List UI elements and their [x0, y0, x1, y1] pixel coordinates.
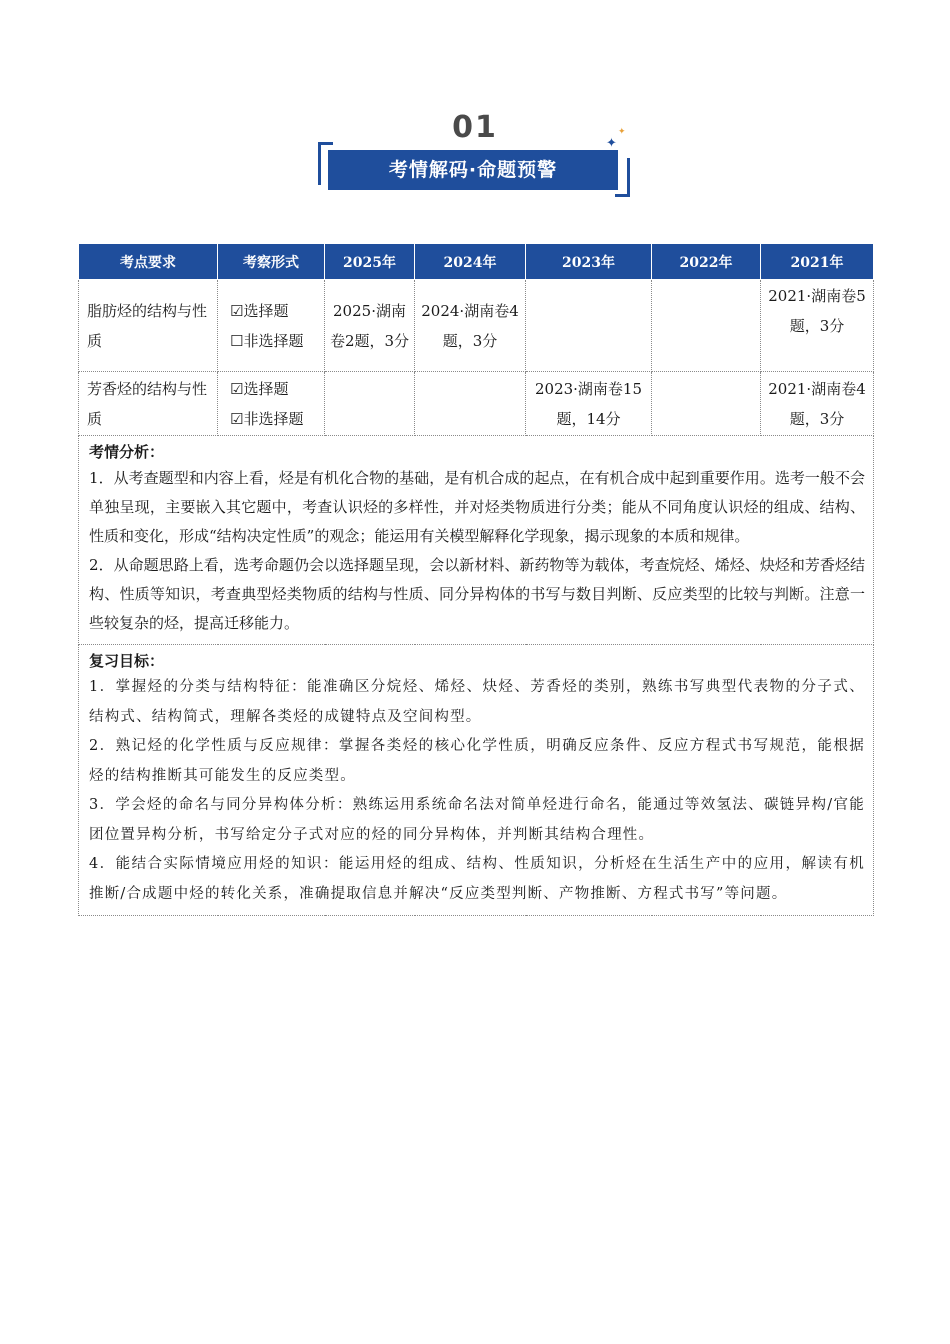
- table-row: [79, 280, 874, 372]
- form-cell: [218, 372, 325, 436]
- topic-cell: 芳香烃的结构与性质: [79, 372, 218, 436]
- col-header: 2021年: [761, 244, 874, 280]
- form-nonchoice-label: 非选择题: [243, 409, 304, 428]
- topic-cell: 脂肪烃的结构与性质: [79, 280, 218, 372]
- form-choice-label: 选择题: [243, 301, 289, 320]
- goal-paragraph: 2．熟记烃的化学性质与反应规律：掌握各类烃的核心化学性质，明确反应条件、反应方程式书写规范，能根据烃的结构推断其可能发生的反应类型。: [89, 738, 865, 784]
- form-choice-label: 选择题: [243, 379, 289, 398]
- checkbox-checked-icon: ☑: [230, 379, 244, 398]
- year-cell-2023: 2023·湖南卷15题，14分: [526, 372, 652, 436]
- year-cell-2021: 2021·湖南卷4题，3分: [761, 372, 874, 436]
- sparkle-small-icon: ✦: [618, 127, 626, 137]
- table-header-row: [79, 244, 874, 280]
- checkbox-unchecked-icon: ☐: [230, 331, 244, 350]
- analysis-section: [79, 436, 874, 645]
- checkbox-checked-icon: ☑: [230, 301, 244, 320]
- col-header: 2024年: [415, 244, 526, 280]
- sparkle-icon: ✦: [606, 136, 617, 151]
- exam-analysis-table: [78, 243, 874, 916]
- goals-title: 复习目标：: [89, 652, 165, 670]
- year-cell-2022: [652, 372, 761, 436]
- year-cell-2024: [415, 372, 526, 436]
- section-header: [0, 0, 950, 220]
- goal-paragraph: 1．掌握烃的分类与结构特征：能准确区分烷烃、烯烃、炔烃、芳香烃的类别，熟练书写典型代表物的分子式、结构式、结构简式，理解各类烃的成键特点及空间构型。: [89, 679, 865, 725]
- goal-paragraph: 3．学会烃的命名与同分异构体分析：熟练运用系统命名法对简单烃进行命名，能通过等效氢法、碳链异构/官能团位置异构分析，书写给定分子式对应的烃的同分异构体，并判断其结构合理性。: [89, 797, 865, 843]
- table-row: [79, 372, 874, 436]
- goal-paragraph: 4．能结合实际情境应用烃的知识：能运用烃的组成、结构、性质知识，分析烃在生活生产中的应用，解读有机推断/合成题中烃的转化关系，准确提取信息并解决“反应类型判断、产物推断、方程式书写”等问题。: [89, 856, 865, 902]
- year-cell-2022: [652, 280, 761, 372]
- checkbox-checked-icon: ☑: [230, 409, 244, 428]
- col-header: 2025年: [325, 244, 415, 280]
- col-header: 2023年: [526, 244, 652, 280]
- year-cell-2024: 2024·湖南卷4题，3分: [415, 280, 526, 372]
- section-number: 01: [452, 110, 498, 145]
- form-cell: [218, 280, 325, 372]
- col-header: 考察形式: [218, 244, 325, 280]
- analysis-row: [79, 436, 874, 645]
- goals-row: [79, 645, 874, 916]
- analysis-paragraph: 2．从命题思路上看，选考命题仍会以选择题呈现，会以新材料、新药物等为载体，考查烷烃、烯烃、炔烃和芳香烃结构、性质等知识，考查典型烃类物质的结构与性质、同分异构体的书写与数目判断、反应类型的比较与判断。注意一些较复杂的烃，提高迁移能力。: [89, 556, 865, 632]
- analysis-title: 考情分析：: [89, 443, 165, 461]
- section-title: 考情解码·命题预警: [328, 150, 618, 190]
- form-nonchoice-label: 非选择题: [243, 331, 304, 350]
- year-cell-2025: [325, 372, 415, 436]
- year-cell-2023: [526, 280, 652, 372]
- goals-section: [79, 645, 874, 916]
- year-cell-2025: 2025·湖南卷2题，3分: [325, 280, 415, 372]
- col-header: 考点要求: [79, 244, 218, 280]
- analysis-paragraph: 1．从考查题型和内容上看，烃是有机化合物的基础，是有机合成的起点，在有机合成中起到重要作用。选考一般不会单独呈现，主要嵌入其它题中，考查认识烃的多样性，并对烃类物质进行分类；能从不同角度认识烃的组成、结构、性质和变化，形成“结构决定性质”的观念；能运用有关模型解释化学现象，揭示现象的本质和规律。: [89, 469, 865, 545]
- year-cell-2021: 2021·湖南卷5题，3分: [761, 280, 874, 372]
- col-header: 2022年: [652, 244, 761, 280]
